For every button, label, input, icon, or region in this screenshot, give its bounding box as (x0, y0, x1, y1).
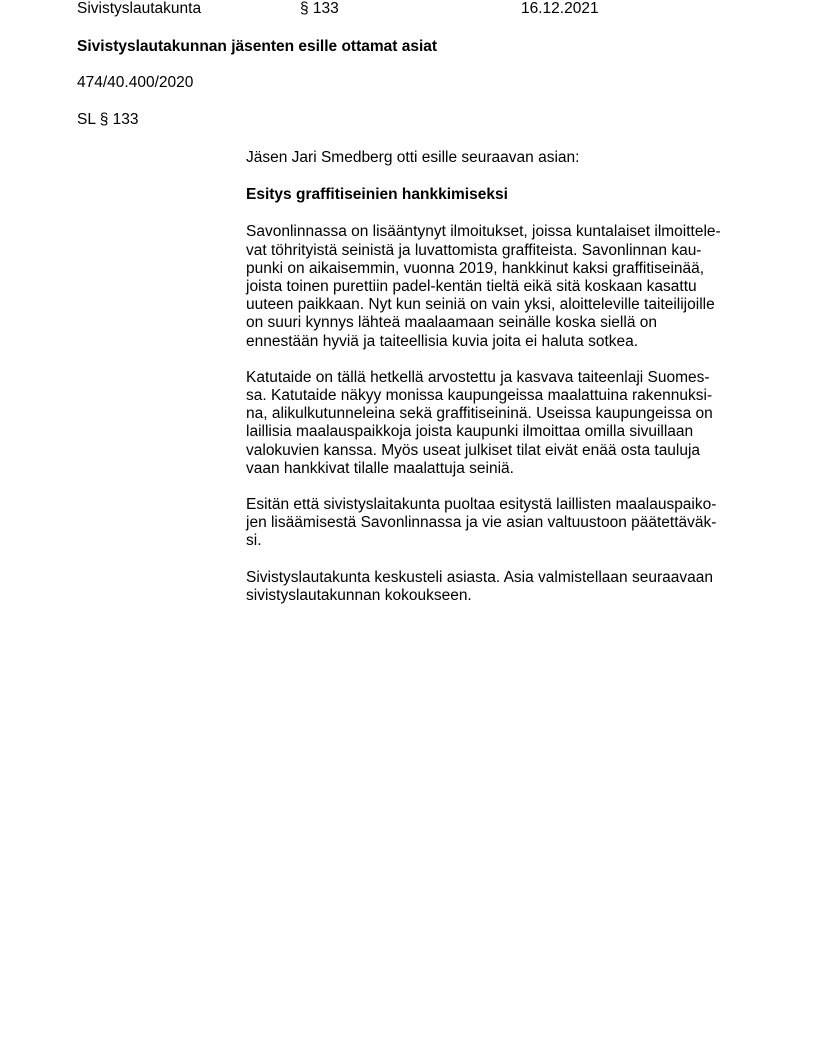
record-number: 474/40.400/2020 (77, 74, 194, 91)
text-line: Sivistyslautakunta keskusteli asiasta. Asia valmistellaan seuraavaan (246, 568, 713, 586)
body-paragraph (246, 569, 741, 605)
text-line: ennestään hyviä ja taiteellisia kuvia joita ei haluta sotkea. (246, 332, 639, 350)
text-line: sa. Katutaide näkyy monissa kaupungeissa maalattuina rakennuksi- (246, 387, 713, 405)
text-line: uuteen paikkaan. Nyt kun seiniä on vain yksi, aloitteleville taiteilijoille (246, 296, 715, 314)
text-line: punki on aikaisemmin, vuonna 2019, hankkinut kaksi graffitiseinää, (246, 259, 705, 277)
text-line: si. (246, 532, 262, 550)
text-line: sivistyslautakunnan kokoukseen. (246, 586, 472, 604)
section-reference: SL § 133 (77, 111, 139, 128)
header-meeting-date: 16.12.2021 (521, 0, 599, 17)
text-line: vaan hankkivat tilalle maalattuja seiniä. (246, 459, 514, 477)
text-line: Esitän että sivistyslaitakunta puoltaa esitystä laillisten maalauspaiko- (246, 496, 717, 514)
text-line: na, alikulkutunneleina sekä graffitiseininä. Useissa kaupungeissa on (246, 405, 713, 423)
body-paragraph (246, 223, 741, 350)
text-line: valokuvien kanssa. Myös useat julkiset tilat eivät enää osta tauluja (246, 441, 701, 459)
body-paragraph (246, 369, 741, 478)
proposal-heading: Esitys graffitiseinien hankkimiseksi (246, 186, 508, 204)
header-section-number: § 133 (300, 0, 339, 17)
text-line: joista toinen purettiin padel-kentän tieltä eikä sitä koskaan kasattu (246, 278, 697, 296)
text-line: on suuri kynnys lähteä maalaamaan seinälle koska siellä on (246, 314, 657, 332)
matter-body (246, 149, 741, 623)
body-paragraph (246, 496, 741, 551)
header-committee-name: Sivistyslautakunta (77, 0, 202, 17)
intro-text: Jäsen Jari Smedberg otti esille seuraavan asian: (246, 149, 580, 166)
text-line: Katutaide on tällä hetkellä arvostettu ja kasvava taiteenlaji Suomes- (246, 368, 710, 386)
matter-title: Sivistyslautakunnan jäsenten esille ottamat asiat (77, 38, 438, 55)
text-line: jen lisäämisestä Savonlinnassa ja vie asian valtuustoon päätettäväk- (246, 514, 717, 532)
text-line: vat töhrityistä seinistä ja luvattomista graffiteista. Savonlinnan kau- (246, 241, 702, 259)
text-line: laillisia maalauspaikkoja joista kaupunki ilmoittaa omilla sivuillaan (246, 423, 694, 441)
text-line: Savonlinnassa on lisääntynyt ilmoitukset, joissa kuntalaiset ilmoittele- (246, 223, 721, 241)
